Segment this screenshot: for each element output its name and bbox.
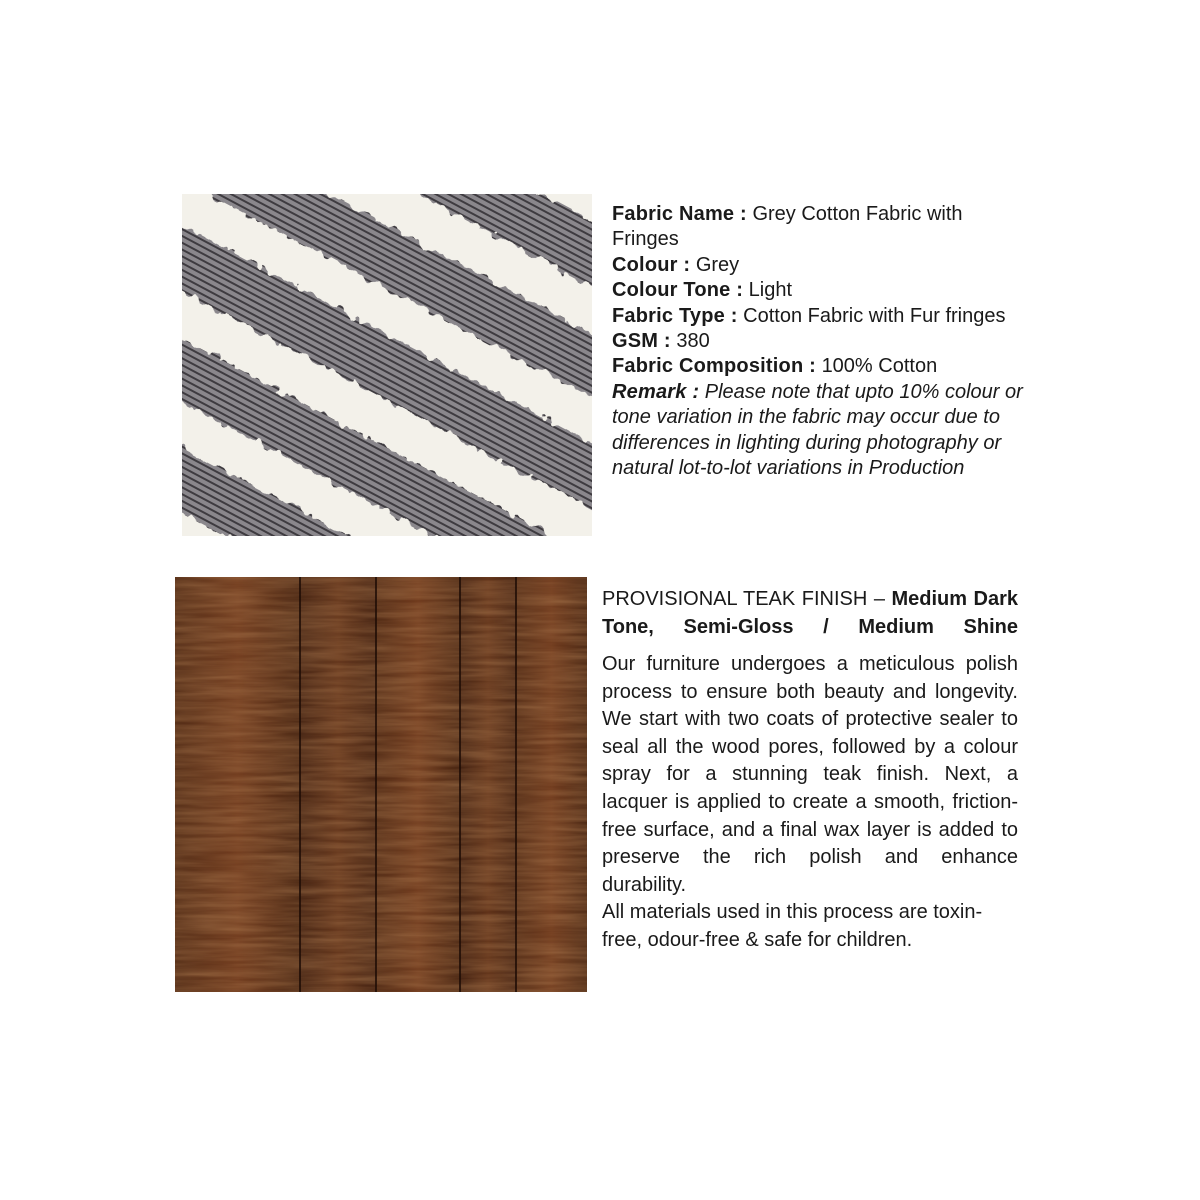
remark-label: Remark : xyxy=(612,380,700,403)
remark-text: Please note that upto 10% colour or tone variation in the fabric may occur due to differences in lighting during photography or natural lot-to-lot variations in Production xyxy=(612,380,1023,480)
spec-colour-tone xyxy=(612,278,1032,303)
spec-value: Cotton Fabric with Fur fringes xyxy=(743,304,1006,327)
spec-gsm xyxy=(612,329,1032,354)
spec-fabric-name xyxy=(612,202,1032,253)
spec-fabric-composition xyxy=(612,354,1032,379)
spec-colour xyxy=(612,253,1032,278)
spec-value: Grey Cotton Fabric with Fringes xyxy=(612,203,963,251)
fabric-swatch-image xyxy=(182,194,592,536)
spec-value: Grey xyxy=(695,253,740,276)
finish-title xyxy=(602,585,1018,641)
fabric-texture xyxy=(182,194,592,536)
spec-label: Fabric Name : xyxy=(612,203,747,225)
spec-label: Colour : xyxy=(612,253,691,276)
finish-title-bold: Medium Dark Tone, Semi-Gloss / Medium Shine xyxy=(602,588,1018,638)
wood-texture xyxy=(175,577,587,992)
spec-fabric-type xyxy=(612,304,1032,329)
finish-paragraph-process: Our furniture undergoes a meticulous polish process to ensure both beauty and longevity. We start with two coats of protective sealer to seal all the wood pores, followed by a colour spray for a stunning teak finish. Next, a lacquer is applied to create a smooth, friction-free surface, and a final wax layer is added to preserve the rich polish and enhance durability. xyxy=(602,653,1018,896)
wood-swatch-image xyxy=(175,577,587,992)
finish-description-block xyxy=(602,585,1018,955)
spec-value: Light xyxy=(748,279,793,302)
spec-label: Fabric Type : xyxy=(612,304,738,327)
spec-label: GSM : xyxy=(612,330,671,353)
spec-label: Fabric Composition : xyxy=(612,355,816,378)
finish-paragraph-safety: All materials used in this process are toxin-free, odour-free & safe for children. xyxy=(602,901,983,951)
fabric-spec-block xyxy=(612,202,1032,481)
spec-value: 100% Cotton xyxy=(821,355,938,378)
finish-title-plain: PROVISIONAL TEAK FINISH – xyxy=(602,588,892,610)
spec-label: Colour Tone : xyxy=(612,279,744,302)
spec-value: 380 xyxy=(676,330,710,353)
spec-remark xyxy=(612,380,1032,482)
